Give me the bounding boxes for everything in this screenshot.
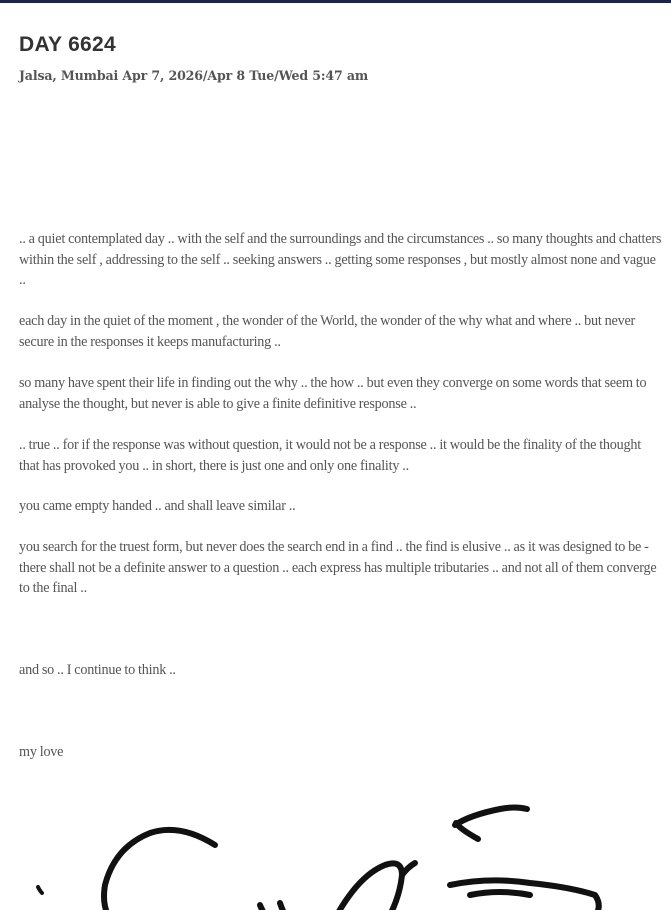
post-paragraph: and so .. I continue to think .. xyxy=(19,662,176,678)
post-title[interactable]: DAY 6624 xyxy=(19,33,116,56)
post-paragraph: .. a quiet contemplated day .. with the self and the surroundings and the circumstances .. so many thoughts and chatters within the self , addressing to the self .. seeking answers .. getting some responses , but mostly almost none and vague .. xyxy=(19,231,662,289)
post-dateline: Jalsa, Mumbai Apr 7, 2026/Apr 8 Tue/Wed 5:47 am xyxy=(19,68,369,83)
post-paragraph: so many have spent their life in finding out the why .. the how .. but even they converge on some words that seem to analyse the thought, but never is able to give a finite definitive response .. xyxy=(19,375,647,412)
post-paragraph: each day in the quiet of the moment , the wonder of the World, the wonder of the why what and where .. but never secure in the responses it keeps manufacturing .. xyxy=(19,313,636,350)
post-paragraph: you search for the truest form, but never does the search end in a find .. the find is elusive .. as it was designed to be - there shall not be a definite answer to a question .. each express has multiple tributaries .. and not all of them converge to the final .. xyxy=(19,539,657,597)
post-sign-off: my love xyxy=(19,744,64,760)
post-paragraph: you came empty handed .. and shall leave similar .. xyxy=(19,498,296,514)
top-rule xyxy=(0,0,671,3)
post-paragraph: .. true .. for if the response was without question, it would not be a response .. it would be the finality of the thought that has provoked you .. in short, there is just one and only one finality .. xyxy=(19,437,642,474)
handwritten-signature xyxy=(30,795,650,910)
